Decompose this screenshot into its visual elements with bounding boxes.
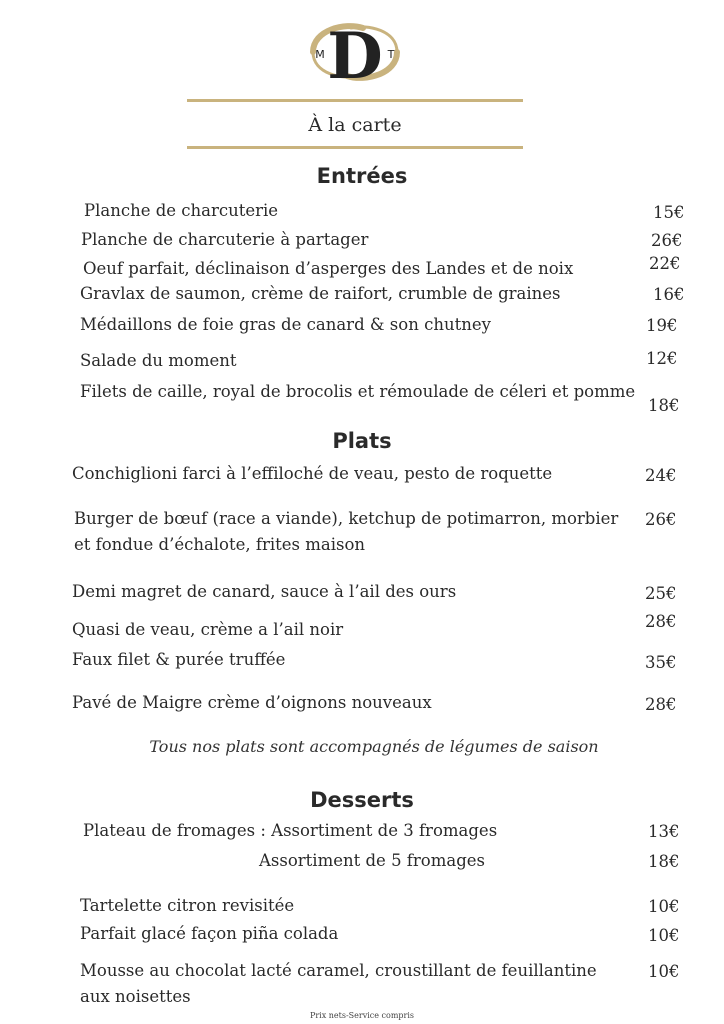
section-title-plats: Plats: [332, 429, 392, 453]
side-dish-note: Tous nos plats sont accompagnés de légumes de saison: [149, 737, 599, 756]
menu-item-name: Salade du moment: [80, 351, 237, 370]
top-divider: [187, 99, 523, 102]
menu-item-price: 16€: [653, 285, 685, 304]
menu-item-name: Filets de caille, royal de brocolis et rémoulade de céleri et pomme: [80, 382, 636, 401]
menu-item-price: 13€: [648, 822, 680, 841]
menu-item-name: Planche de charcuterie: [84, 201, 279, 220]
menu-item-price: 10€: [648, 897, 680, 916]
menu-item-name: Faux filet & purée truffée: [72, 650, 286, 669]
menu-item-name: Oeuf parfait, déclinaison d’asperges des Landes et de noix: [83, 259, 574, 278]
restaurant-logo: [303, 18, 407, 86]
menu-item-price: 18€: [648, 396, 680, 415]
menu-item-name: Mousse au chocolat lacté caramel, croustillant de feuillantine aux noisettes: [80, 961, 597, 1006]
menu-item-price: 10€: [648, 962, 680, 981]
menu-item-name: Planche de charcuterie à partager: [81, 230, 369, 249]
section-title-desserts: Desserts: [310, 788, 414, 812]
logo-letter-d: D: [327, 19, 383, 86]
bottom-divider: [187, 146, 523, 149]
logo-letter-m: M: [315, 48, 325, 61]
menu-item-price: 18€: [648, 852, 680, 871]
menu-item-price: 19€: [646, 316, 678, 335]
menu-item-name: Gravlax de saumon, crème de raifort, crumble de graines: [80, 284, 561, 303]
menu-item-price: 24€: [645, 466, 677, 485]
menu-item-name: Burger de bœuf (race a viande), ketchup de potimarron, morbier et fondue d’échalote, frites maison: [74, 509, 619, 554]
menu-item-name: Demi magret de canard, sauce à l’ail des ours: [72, 582, 457, 601]
menu-item-name: Conchiglioni farci à l’effiloché de veau, pesto de roquette: [72, 464, 553, 483]
menu-item-price: 28€: [645, 695, 677, 714]
menu-item-price: 28€: [645, 612, 677, 631]
menu-item-price: 35€: [645, 653, 677, 672]
menu-item-price: 25€: [645, 584, 677, 603]
menu-item-name: Assortiment de 5 fromages: [259, 851, 486, 870]
menu-item-name: Pavé de Maigre crème d’oignons nouveaux: [72, 693, 432, 712]
menu-item-price: 26€: [645, 510, 677, 529]
section-title-entrees: Entrées: [316, 164, 408, 188]
footer-note: Prix nets-Service compris: [309, 1011, 415, 1020]
logo-letter-t: T: [387, 48, 395, 61]
menu-item-price: 15€: [653, 203, 685, 222]
menu-item-price: 12€: [646, 349, 678, 368]
menu-item-name: Tartelette citron revisitée: [80, 896, 295, 915]
menu-item-name: Quasi de veau, crème a l’ail noir: [72, 620, 344, 639]
menu-item-name: Plateau de fromages : Assortiment de 3 fromages: [83, 821, 498, 840]
menu-item-price: 26€: [651, 231, 683, 250]
menu-item-price: 22€: [649, 254, 681, 273]
page-subtitle: À la carte: [308, 114, 402, 136]
menu-item-price: 10€: [648, 926, 680, 945]
menu-item-name: Parfait glacé façon piña colada: [80, 924, 339, 943]
menu-item-name: Médaillons de foie gras de canard & son chutney: [80, 315, 491, 334]
